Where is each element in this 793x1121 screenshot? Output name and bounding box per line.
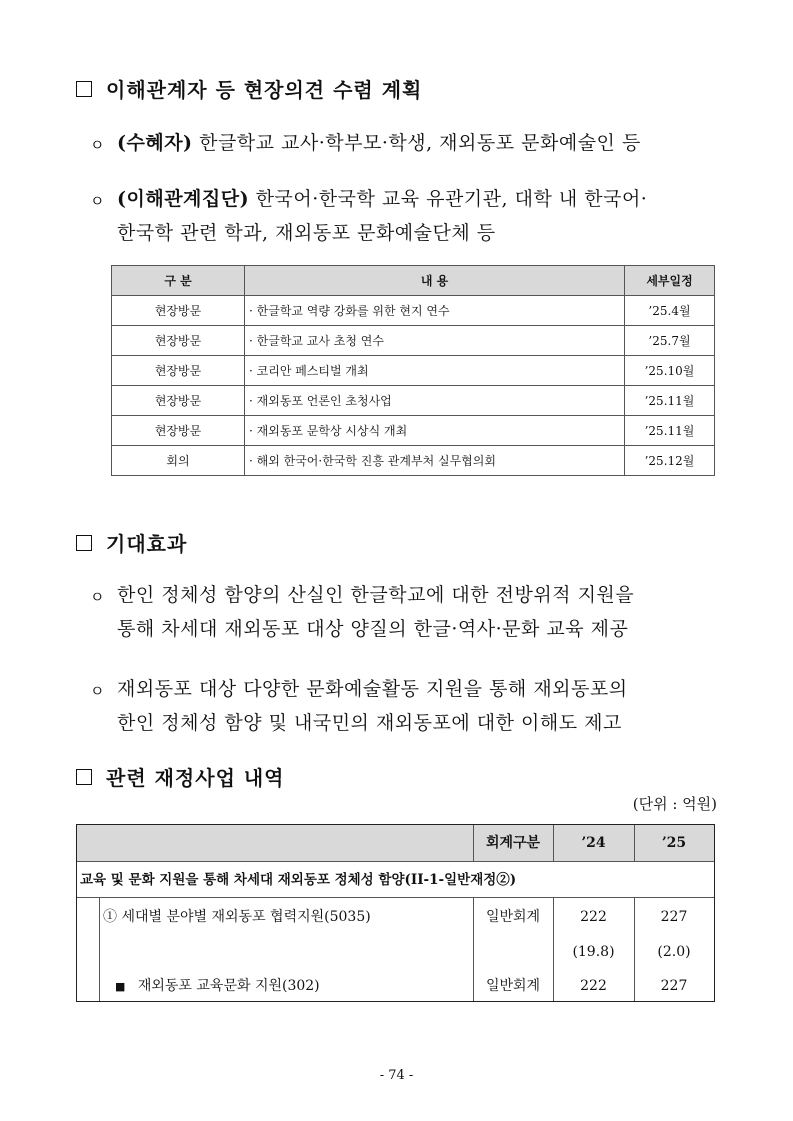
checkbox-square-icon [76,81,92,97]
section-title: 기대효과 [106,532,188,556]
section-title: 이해관계자 등 현장의견 수렴 계획 [106,78,423,102]
row-content: · 재외동포 문학상 시상식 개최 [245,416,625,446]
bullet-text-continued: 한인 정체성 함양 및 내국민의 재외동포에 대한 이해도 제고 [117,712,622,734]
bullet-beneficiary [90,126,730,160]
row-type: 현장방문 [112,356,245,386]
finance-item-2025-sub: (2.0) [657,944,691,960]
bullet-text: 한글학교 교사·학부모·학생, 재외동포 문화예술인 등 [192,132,641,154]
circle-bullet-icon: ㅇ [90,588,105,606]
table-row [112,416,715,446]
row-content: · 해외 한국어·한국학 진흥 관계부처 실무협의회 [245,446,625,476]
finance-item-2024: 222 [580,909,607,925]
finance-subitem [115,976,320,997]
row-content: · 한글학교 교사 초청 연수 [245,326,625,356]
circle-bullet-icon: ㅇ [90,682,105,700]
finance-subitem-name: 재외동포 교육문화 지원(302) [137,978,320,994]
finance-subitem-2024: 222 [580,978,607,994]
bullet-effect-2 [90,672,730,740]
checkbox-square-icon [76,535,92,551]
table-row [112,386,715,416]
row-content: · 재외동포 언론인 초청사업 [245,386,625,416]
section-heading-finance [76,762,285,791]
finance-table [76,824,715,1002]
row-type: 회의 [112,446,245,476]
row-content: · 한글학교 역량 강화를 위한 현지 연수 [245,296,625,326]
bullet-text: 재외동포 대상 다양한 문화예술활동 지원을 통해 재외동포의 [117,678,628,700]
bullet-text: 한인 정체성 함양의 산실인 한글학교에 대한 전방위적 지원을 [117,584,635,606]
bullet-effect-1 [90,578,730,646]
bullet-term: (이해관계집단) [117,188,250,210]
program-row: 교육 및 문화 지원을 통해 차세대 재외동포 정체성 함양(II-1-일반재정②) [77,862,714,898]
header-2025: ’25 [661,835,687,851]
table-row [112,356,715,386]
bullet-text: 한국어·한국학 교육 유관기관, 대학 내 한국어· [249,188,648,210]
divider [473,825,474,862]
table-row [112,446,715,476]
finance-subitem-account: 일반회계 [485,978,541,994]
divider [553,825,554,862]
header-account: 회계구분 [485,835,541,851]
checkbox-square-icon [76,769,92,785]
bullet-text-continued: 통해 차세대 재외동포 대상 양질의 한글·역사·문화 교육 제공 [117,618,629,640]
bullet-stakeholder-group [90,182,730,250]
bullet-term: (수혜자) [117,132,193,154]
finance-item-2024-sub: (19.8) [572,944,615,960]
square-bullet-icon: ■ [115,980,126,993]
unit-label: (단위 : 억원) [632,795,717,813]
row-type: 현장방문 [112,296,245,326]
row-type: 현장방문 [112,386,245,416]
page-number: - 74 - [379,1068,414,1083]
circle-bullet-icon: ㅇ [90,136,105,154]
row-type: 현장방문 [112,416,245,446]
section-heading-effects [76,528,187,557]
divider [634,825,635,862]
finance-item-2025: 227 [660,909,688,925]
row-date: ’25.11월 [625,386,715,416]
row-date: ’25.10월 [625,356,715,386]
header-content: 내 용 [245,266,625,296]
finance-item-account: 일반회계 [485,909,541,925]
circle-bullet-icon: ㅇ [90,192,105,210]
bullet-text-continued: 한국학 관련 학과, 재외동포 문화예술단체 등 [117,222,496,244]
table-row [112,296,715,326]
section-heading-stakeholder [76,74,422,103]
row-date: ’25.12월 [625,446,715,476]
divider [99,898,100,1001]
row-date: ’25.4월 [625,296,715,326]
row-date: ’25.11월 [625,416,715,446]
header-category: 구 분 [112,266,245,296]
row-date: ’25.7월 [625,326,715,356]
header-2024: ’24 [581,835,606,851]
finance-subitem-2025: 227 [660,978,688,994]
row-type: 현장방문 [112,326,245,356]
schedule-header-row [112,266,715,296]
header-schedule: 세부일정 [625,266,715,296]
schedule-table [111,265,715,476]
finance-item-name: ① 세대별 분야별 재외동포 협력지원(5035) [103,909,371,925]
section-title: 관련 재정사업 내역 [106,766,285,790]
row-content: · 코리안 페스티벌 개최 [245,356,625,386]
table-row [112,326,715,356]
